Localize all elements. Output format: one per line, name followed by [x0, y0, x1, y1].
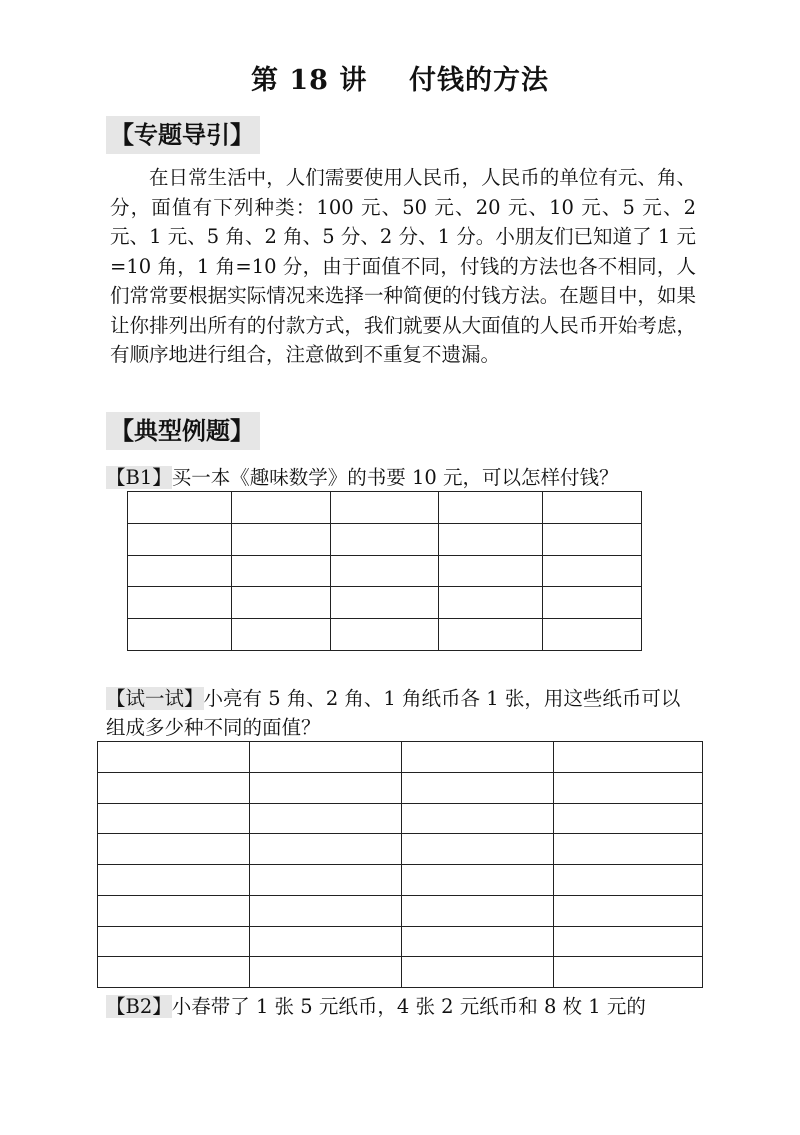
table-cell[interactable] — [98, 742, 250, 773]
table-cell[interactable] — [250, 742, 402, 773]
table-cell[interactable] — [250, 957, 402, 988]
table-row — [98, 803, 703, 834]
intro-paragraph: 在日常生活中，人们需要使用人民币，人民币的单位有元、角、分，面值有下列种类：100 元、50 元、20 元、10 元、5 元、2 元、1 元、5 角、2 角、5 分、2 分、1 分。小朋友们已知道了 1 元=10 角，1 角=10 分，由于面值不同，付钱的方法也各不相同，人们常常要根据实际情况来选择一种简便的付钱方法。在题目中，如果让你排列出所有的付款方式，我们就要从大面值的人民币开始考虑，有顺序地进行组合，注意做到不重复不遗漏。 — [110, 166, 696, 366]
table-cell[interactable] — [402, 895, 554, 926]
table-row — [128, 619, 642, 651]
table-cell[interactable] — [250, 865, 402, 896]
table-cell[interactable] — [402, 957, 554, 988]
table-cell[interactable] — [232, 492, 331, 524]
table-row — [98, 895, 703, 926]
answer-grid-b1 — [127, 491, 642, 651]
problem-b1-tag: 【B1】 — [106, 466, 172, 489]
table-cell[interactable] — [98, 834, 250, 865]
table-cell[interactable] — [98, 865, 250, 896]
table-cell[interactable] — [554, 865, 703, 896]
problem-try — [106, 684, 696, 742]
table-cell[interactable] — [98, 772, 250, 803]
problem-b2 — [106, 992, 706, 1021]
table-cell[interactable] — [128, 619, 232, 651]
table-cell[interactable] — [232, 619, 331, 651]
intro-heading: 【专题导引】 — [106, 116, 260, 154]
table-cell[interactable] — [554, 957, 703, 988]
table-cell[interactable] — [232, 587, 331, 619]
table-cell[interactable] — [128, 523, 232, 555]
problem-b2-tag: 【B2】 — [106, 995, 172, 1018]
table-cell[interactable] — [554, 772, 703, 803]
table-cell[interactable] — [543, 523, 642, 555]
table-cell[interactable] — [402, 834, 554, 865]
table-cell[interactable] — [250, 803, 402, 834]
table-cell[interactable] — [554, 742, 703, 773]
table-cell[interactable] — [554, 926, 703, 957]
table-cell[interactable] — [543, 619, 642, 651]
table-cell[interactable] — [402, 772, 554, 803]
table-cell[interactable] — [543, 555, 642, 587]
table-cell[interactable] — [331, 492, 439, 524]
table-cell[interactable] — [98, 957, 250, 988]
table-row — [98, 742, 703, 773]
table-cell[interactable] — [439, 523, 543, 555]
table-cell[interactable] — [402, 803, 554, 834]
table-cell[interactable] — [98, 803, 250, 834]
answer-grid-try — [97, 741, 703, 988]
table-cell[interactable] — [128, 555, 232, 587]
table-row — [98, 865, 703, 896]
table-cell[interactable] — [232, 555, 331, 587]
problem-try-tag: 【试一试】 — [106, 687, 204, 710]
table-cell[interactable] — [543, 587, 642, 619]
table-cell[interactable] — [554, 895, 703, 926]
table-cell[interactable] — [543, 492, 642, 524]
table-row — [128, 523, 642, 555]
problem-try-text: 小亮有 5 角、2 角、1 角纸币各 1 张，用这些纸币可以组成多少种不同的面值？ — [106, 687, 681, 739]
table-cell[interactable] — [98, 895, 250, 926]
table-cell[interactable] — [402, 865, 554, 896]
table-row — [128, 587, 642, 619]
table-cell[interactable] — [439, 555, 543, 587]
table-cell[interactable] — [250, 772, 402, 803]
table-row — [98, 772, 703, 803]
table-row — [98, 926, 703, 957]
table-cell[interactable] — [250, 926, 402, 957]
table-cell[interactable] — [439, 492, 543, 524]
table-row — [98, 957, 703, 988]
table-cell[interactable] — [250, 895, 402, 926]
table-row — [128, 492, 642, 524]
problem-b2-text: 小春带了 1 张 5 元纸币，4 张 2 元纸币和 8 枚 1 元的 — [171, 995, 646, 1018]
table-cell[interactable] — [331, 523, 439, 555]
table-cell[interactable] — [402, 742, 554, 773]
table-cell[interactable] — [128, 587, 232, 619]
examples-heading: 【典型例题】 — [106, 412, 260, 450]
table-cell[interactable] — [250, 834, 402, 865]
table-row — [128, 555, 642, 587]
table-cell[interactable] — [554, 803, 703, 834]
page-title: 第 18 讲 付钱的方法 — [251, 65, 549, 96]
table-cell[interactable] — [554, 834, 703, 865]
table-cell[interactable] — [331, 587, 439, 619]
table-cell[interactable] — [402, 926, 554, 957]
table-cell[interactable] — [439, 587, 543, 619]
table-cell[interactable] — [439, 619, 543, 651]
table-cell[interactable] — [128, 492, 232, 524]
table-cell[interactable] — [98, 926, 250, 957]
table-cell[interactable] — [331, 555, 439, 587]
problem-b1 — [106, 463, 706, 492]
table-cell[interactable] — [232, 523, 331, 555]
table-row — [98, 834, 703, 865]
problem-b1-text: 买一本《趣味数学》的书要 10 元，可以怎样付钱？ — [171, 466, 619, 489]
table-cell[interactable] — [331, 619, 439, 651]
